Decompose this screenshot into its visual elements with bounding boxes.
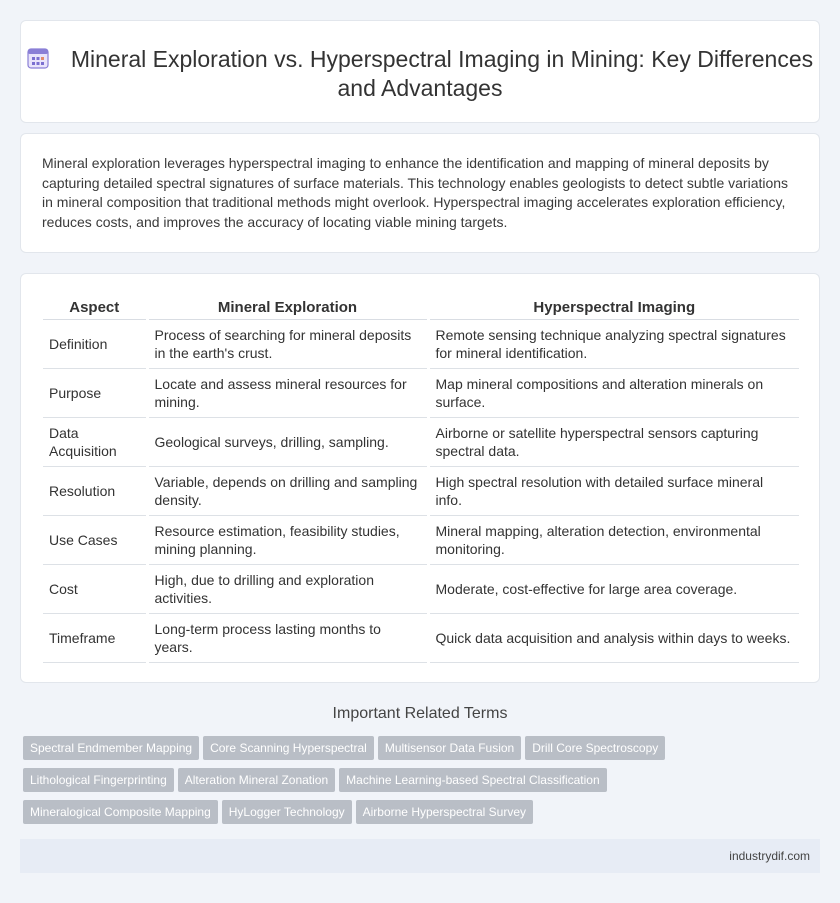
table-row <box>43 417 799 466</box>
tag-row <box>23 800 823 832</box>
row-hyperspectral-imaging: Moderate, cost-effective for large area coverage. <box>428 564 799 613</box>
footer <box>20 839 820 873</box>
table-row <box>43 319 799 368</box>
table-row <box>43 515 799 564</box>
table-header-row <box>43 297 799 319</box>
tag-link[interactable]: Machine Learning-based Spectral Classification <box>339 768 606 792</box>
page-title: Mineral Exploration vs. Hyperspectral Imaging in Mining: Key Differences and Advantages <box>70 46 814 101</box>
row-mineral-exploration: Process of searching for mineral deposits in the earth's crust. <box>147 319 428 368</box>
intro-card <box>20 133 820 253</box>
row-hyperspectral-imaging: Remote sensing technique analyzing spectral signatures for mineral identification. <box>428 319 799 368</box>
header-hyperspectral-imaging: Hyperspectral Imaging <box>428 297 799 319</box>
row-hyperspectral-imaging: High spectral resolution with detailed surface mineral info. <box>428 466 799 515</box>
tag-link[interactable]: Spectral Endmember Mapping <box>23 736 199 760</box>
intro-paragraph: Mineral exploration leverages hyperspectral imaging to enhance the identification and mapping of mineral deposits by capturing detailed spectral signatures of surface materials. This technology enables geologists to detect subtle variations in mineral composition that traditional methods might overlook. Hyperspectral imaging accelerates exploration efficiency, reduces costs, and improves the accuracy of locating viable mining targets. <box>42 155 789 230</box>
row-hyperspectral-imaging: Airborne or satellite hyperspectral sensors capturing spectral data. <box>428 417 799 466</box>
table-row <box>43 613 799 662</box>
page-title-container <box>21 45 819 103</box>
tag-link[interactable]: Drill Core Spectroscopy <box>525 736 665 760</box>
row-mineral-exploration: Variable, depends on drilling and sampling density. <box>147 466 428 515</box>
row-aspect: Definition <box>43 319 147 368</box>
row-aspect: Purpose <box>43 368 147 417</box>
row-hyperspectral-imaging: Quick data acquisition and analysis within days to weeks. <box>428 613 799 662</box>
related-terms-tags <box>23 736 823 832</box>
tag-link[interactable]: Lithological Fingerprinting <box>23 768 174 792</box>
title-card <box>20 20 820 123</box>
table-row <box>43 368 799 417</box>
tag-row <box>23 768 823 800</box>
table-row <box>43 466 799 515</box>
footer-site[interactable]: industrydif.com <box>729 849 810 863</box>
row-aspect: Cost <box>43 564 147 613</box>
tag-link[interactable]: Alteration Mineral Zonation <box>178 768 335 792</box>
header-aspect: Aspect <box>43 297 147 319</box>
calendar-grid-icon <box>27 47 49 69</box>
row-mineral-exploration: Geological surveys, drilling, sampling. <box>147 417 428 466</box>
tag-link[interactable]: Airborne Hyperspectral Survey <box>356 800 533 824</box>
tag-row <box>23 736 823 768</box>
table-row <box>43 564 799 613</box>
tag-link[interactable]: HyLogger Technology <box>222 800 352 824</box>
row-mineral-exploration: Long-term process lasting months to years. <box>147 613 428 662</box>
row-aspect: Timeframe <box>43 613 147 662</box>
row-aspect: Resolution <box>43 466 147 515</box>
tag-link[interactable]: Mineralogical Composite Mapping <box>23 800 218 824</box>
row-hyperspectral-imaging: Map mineral compositions and alteration minerals on surface. <box>428 368 799 417</box>
row-mineral-exploration: Locate and assess mineral resources for mining. <box>147 368 428 417</box>
row-mineral-exploration: Resource estimation, feasibility studies, mining planning. <box>147 515 428 564</box>
related-terms-heading: Important Related Terms <box>332 705 508 722</box>
comparison-card <box>20 273 820 683</box>
row-aspect: Use Cases <box>43 515 147 564</box>
comparison-table <box>43 297 799 663</box>
header-mineral-exploration: Mineral Exploration <box>147 297 428 319</box>
tag-link[interactable]: Multisensor Data Fusion <box>378 736 521 760</box>
row-aspect: Data Acquisition <box>43 417 147 466</box>
tag-link[interactable]: Core Scanning Hyperspectral <box>203 736 374 760</box>
row-hyperspectral-imaging: Mineral mapping, alteration detection, environmental monitoring. <box>428 515 799 564</box>
row-mineral-exploration: High, due to drilling and exploration activities. <box>147 564 428 613</box>
